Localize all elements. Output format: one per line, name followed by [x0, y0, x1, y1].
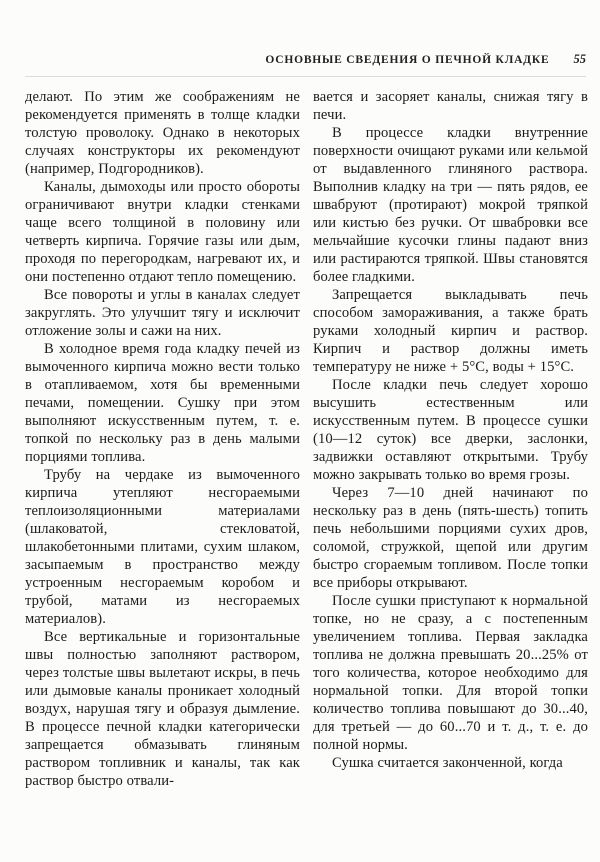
header-divider [25, 76, 586, 77]
paragraph: Трубу на чердаке из вымоченного кирпича утепляют несгораемыми теплоизоляционными материалами (шлаковатой, стекловатой, шлакобетонными плитами, сухим шлаком, засыпаемым в пространство между устроенным несгораемым коробом и трубой, матами из несгораемых материалов). [25, 467, 300, 627]
paragraph: В холодное время года кладку печей из вымоченного кирпича можно вести только в отапливаемом, хотя бы временными печами, помещении. Сушку при этом выполняют искусственным путем, т. е. топкой по нескольку раз в день малыми порциями топлива. [25, 341, 300, 465]
running-head-title: ОСНОВНЫЕ СВЕДЕНИЯ О ПЕЧНОЙ КЛАДКЕ [265, 54, 550, 66]
text-column-left [25, 88, 300, 790]
paragraph: делают. По этим же соображениям не рекомендуется применять в толще кладки толстую проволоку. Однако в некоторых случаях конструкторы их рекомендуют (например, Подгородников). [25, 89, 300, 177]
paragraph: Все повороты и углы в каналах следует закруглять. Это улучшит тягу и исключит отложение золы и сажи на них. [25, 287, 300, 339]
paragraph: Через 7—10 дней начинают по нескольку раз в день (пять-шесть) топить печь небольшими порциями сухих дров, соломой, стружкой, щепой или другим быстро сгораемым топливом. После топки все приборы открывают. [313, 485, 588, 591]
paragraph: После сушки приступают к нормальной топке, но не сразу, а с постепенным увеличением топлива. Первая закладка топлива не должна превышать 20...25% от того количества, которое необходимо для нормальной топки. Для второй топки количество топлива повышают до 30...40, для третьей — до 60...70 и т. д., т. е. до полной нормы. [313, 593, 588, 753]
running-head [25, 50, 586, 68]
paragraph: После кладки печь следует хорошо высушить естественным или искусственным путем. В процессе сушки (10—12 суток) все дверки, заслонки, задвижки оставляют открытыми. Трубу можно закрывать только во время грозы. [313, 377, 588, 483]
paragraph: В процессе кладки внутренние поверхности очищают руками или кельмой от выдавленного глиняного раствора. Выполнив кладку на три — пять рядов, ее швабруют (протирают) мокрой тряпкой или кистью без ручки. От швабровки все мельчайшие кусочки глины падают вниз или растираются тряпкой. Швы становятся более гладкими. [313, 125, 588, 285]
page-number: 55 [573, 52, 586, 66]
paragraph: Сушка считается законченной, когда [332, 755, 563, 771]
paragraph: Каналы, дымоходы или просто обороты ограничивают внутри кладки стенками чаще всего толщиной в половину или четверть кирпича. Горячие газы или дым, проходя по перегородкам, нагревают их, и они постепенно отдают тепло помещению. [25, 179, 300, 285]
paragraph: Запрещается выкладывать печь способом замораживания, а также брать руками холодный кирпич и раствор. Кирпич и раствор должны иметь температуру не ниже + 5°С, воды + 15°С. [313, 287, 588, 375]
paragraph: вается и засоряет каналы, снижая тягу в печи. [313, 89, 588, 123]
text-column-right [313, 88, 588, 790]
text-columns [25, 88, 588, 790]
paragraph: Все вертикальные и горизонтальные швы полностью заполняют раствором, через толстые швы вылетают искры, в печь или дымовые каналы проникает холодный воздух, нарушая тягу и образуя дымление. В процессе печной кладки категорически запрещается обмазывать глиняным раствором топливник и каналы, так как раствор быстро отвали- [25, 629, 300, 789]
